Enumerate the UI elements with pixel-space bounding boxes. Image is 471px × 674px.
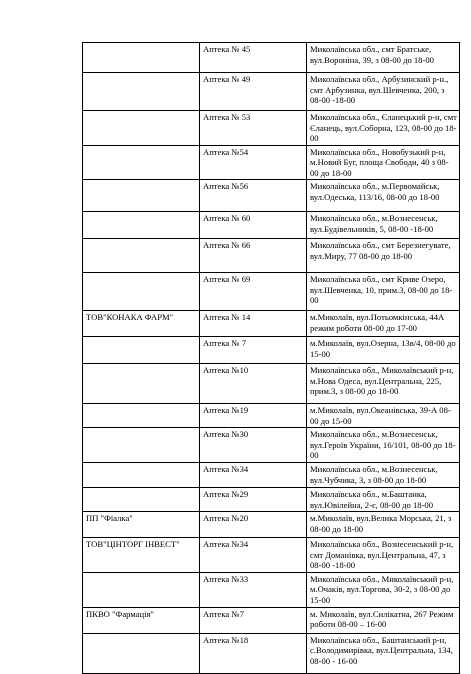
company-cell: [83, 73, 200, 111]
pharmacy-name-cell: Аптека №10: [200, 364, 307, 404]
pharmacy-name-cell: Аптека № 60: [200, 212, 307, 239]
pharmacy-table: [82, 42, 460, 674]
company-cell: [83, 572, 200, 607]
table-row: [83, 239, 460, 273]
company-cell: [83, 273, 200, 311]
company-cell: [83, 428, 200, 463]
pharmacy-table-body: [83, 43, 460, 674]
table-row: [83, 538, 460, 573]
address-cell: Миколаївська обл., смт Березнегувате, вул.Миру, 77 08-00 до 18-00: [307, 239, 460, 273]
pharmacy-name-cell: Аптека №30: [200, 428, 307, 463]
pharmacy-name-cell: Аптека №7: [200, 607, 307, 633]
address-cell: м.Миколаїв, вул.Велика Морська, 21, з 08-00 до 18-00: [307, 512, 460, 538]
pharmacy-name-cell: Аптека № 14: [200, 311, 307, 337]
address-cell: Миколаївська обл., Вознесенський р-н, смт Доманівка, вул.Центральна, 47, з 08-00 -18-00: [307, 538, 460, 573]
company-cell: [83, 212, 200, 239]
company-cell: [83, 43, 200, 73]
pharmacy-name-cell: Аптека № 7: [200, 337, 307, 364]
table-row: [83, 180, 460, 212]
pharmacy-name-cell: Аптека № 49: [200, 73, 307, 111]
table-row: [83, 512, 460, 538]
address-cell: Миколаївська обл., смт Криве Озеро, вул.Шевченка, 10, прим.3, 08-00 до 18-00: [307, 273, 460, 311]
pharmacy-name-cell: Аптека №54: [200, 145, 307, 180]
company-cell: [83, 111, 200, 146]
address-cell: м.Миколаїв, вул.Потьомкінська, 44А режим роботи 08-00 до 17-00: [307, 311, 460, 337]
pharmacy-name-cell: Аптека №34: [200, 538, 307, 573]
pharmacy-name-cell: Аптека № 53: [200, 111, 307, 146]
company-cell: ТОВ"ЦІНТОРГ ІНВЕСТ": [83, 538, 200, 573]
pharmacy-name-cell: Аптека №33: [200, 572, 307, 607]
table-row: [83, 404, 460, 428]
address-cell: Миколаївська обл., Новобузький р-н, м.Новий Буг, площа Свободи, 40 з 08-00 до 18-00: [307, 145, 460, 180]
address-cell: Миколаївська обл., Баштанський р-н, с.Володимирівка, вул.Центральна, 134, 08-00 - 16-00: [307, 633, 460, 673]
table-row: [83, 337, 460, 364]
pharmacy-name-cell: Аптека № 69: [200, 273, 307, 311]
table-row: [83, 488, 460, 512]
address-cell: м.Миколаїв, вул.Океанівська, 39-А 08-00 до 15-00: [307, 404, 460, 428]
table-row: [83, 633, 460, 673]
address-cell: Миколаївська обл., м.Баштанка, вул.Ювілейна, 2-є, 08-00 до 18-00: [307, 488, 460, 512]
pharmacy-name-cell: Аптека №19: [200, 404, 307, 428]
address-cell: м. Миколаїв, вул.Силікатна, 267 Режим роботи 08-00 – 16-00: [307, 607, 460, 633]
company-cell: [83, 404, 200, 428]
table-row: [83, 111, 460, 146]
table-row: [83, 607, 460, 633]
pharmacy-name-cell: Аптека № 66: [200, 239, 307, 273]
company-cell: [83, 180, 200, 212]
company-cell: [83, 239, 200, 273]
table-row: [83, 73, 460, 111]
company-cell: ТОВ"КОНАКА ФАРМ": [83, 311, 200, 337]
address-cell: Миколаївська обл., смт Братське, вул.Вороніна, 39, з 08-00 до 18-00: [307, 43, 460, 73]
table-row: [83, 212, 460, 239]
address-cell: Миколаївська обл., Арбузинский р-н., смт Арбузинка, вул.Шевченка, 200, з 08-00 -18-00: [307, 73, 460, 111]
table-row: [83, 43, 460, 73]
pharmacy-name-cell: Аптека № 45: [200, 43, 307, 73]
address-cell: м.Миколаїв, вул.Озерна, 13в/4, 08-00 до 15-00: [307, 337, 460, 364]
company-cell: [83, 145, 200, 180]
table-row: [83, 145, 460, 180]
pharmacy-name-cell: Аптека №34: [200, 463, 307, 488]
company-cell: ПКВО "Фармація": [83, 607, 200, 633]
pharmacy-name-cell: Аптека №18: [200, 633, 307, 673]
table-row: [83, 428, 460, 463]
pharmacy-name-cell: Аптека №56: [200, 180, 307, 212]
pharmacy-name-cell: Аптека №29: [200, 488, 307, 512]
address-cell: Миколаївська обл., м.Первомайськ, вул.Одеська, 113/16, 08-00 до 18-00: [307, 180, 460, 212]
company-cell: [83, 364, 200, 404]
table-row: [83, 364, 460, 404]
table-row: [83, 572, 460, 607]
address-cell: Миколаївська обл., Миколаївський р-н, м.Нова Одеса, вул.Центральна, 225, прим.3, з 08-00 до 18-00: [307, 364, 460, 404]
address-cell: Миколаївська обл., м.Вознесенськ, вул.Чубчика, 3, з 08-00 до 18-00: [307, 463, 460, 488]
table-row: [83, 311, 460, 337]
company-cell: [83, 337, 200, 364]
company-cell: [83, 463, 200, 488]
address-cell: Миколаївська обл., м.Вознесенськ, вул.Будівельників, 5, 08-00 -18-00: [307, 212, 460, 239]
company-cell: [83, 633, 200, 673]
address-cell: Миколаївська обл., м.Вознесенськ, вул.Героїв України, 16/101, 08-00 до 18-00: [307, 428, 460, 463]
company-cell: ПП "Фіалка": [83, 512, 200, 538]
pharmacy-name-cell: Аптека №20: [200, 512, 307, 538]
table-row: [83, 273, 460, 311]
address-cell: Миколаївська обл., Миколаївський р-н, м.Очаків, вул.Торгова, 30-2, з 08-00 до 15-00: [307, 572, 460, 607]
company-cell: [83, 488, 200, 512]
table-row: [83, 463, 460, 488]
address-cell: Миколаївська обл., Єланецький р-н, смт Єланець, вул.Соборна, 123, 08-00 до 18-00: [307, 111, 460, 146]
